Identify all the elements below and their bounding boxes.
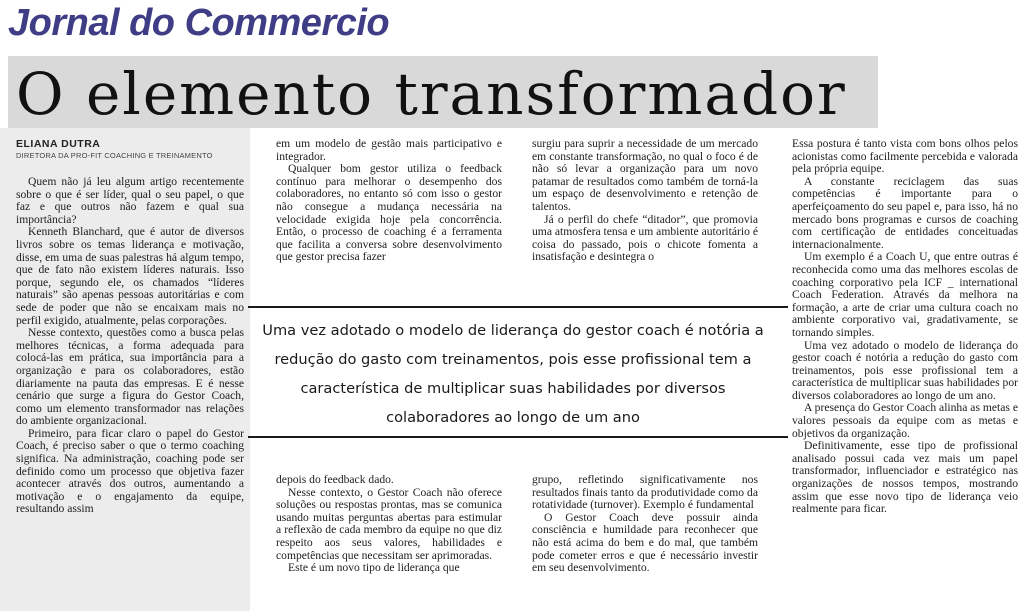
paragraph: O Gestor Coach deve possuir ainda consciência e humildade para reconhecer que não está acima do bem e do mal, que também pode cometer erros e que é necessário investir em seu desenvolvimento. bbox=[532, 510, 758, 575]
column-1 bbox=[16, 176, 244, 606]
paragraph: Kenneth Blanchard, que é autor de diversos livros sobre os temas liderança e motivação, disse, em uma de suas palestras há algum tempo, que de fato não existem líderes naturais. Isso porque, segundo ele, os chamados “líderes naturais” são apenas pessoas autoritárias e com sede de poder que não se encaixam mais no perfil exigido, atualmente, pelas corporações. bbox=[16, 225, 244, 327]
paragraph: Qualquer bom gestor utiliza o feedback contínuo para melhorar o desempenho dos colaboradores, no entanto só com isso o gestor não consegue a mudança necessária na velocidade exigida hoje pela concorrência. Então, o processo de coaching é a ferramenta que facilita a conversa sobre desenvolvimento que gestor precisa fazer bbox=[276, 162, 502, 264]
paragraph: Uma vez adotado o modelo de liderança do gestor coach é notória a redução do gasto com treinamentos, pois esse profissional tem a característica de multiplicar suas habilidades por diversos colaboradores ao longo de um ano. bbox=[792, 338, 1018, 402]
paragraph: Definitivamente, esse tipo de profissional analisado possui cada vez mais um papel transformador, influenciador e estratégico nas organizações de nossos tempos, mostrando assim que esse novo tipo de liderança veio realmente para ficar. bbox=[792, 439, 1018, 516]
author-name: ELIANA DUTRA bbox=[16, 138, 101, 150]
paragraph: Primeiro, para ficar claro o papel do Gestor Coach, é preciso saber o que o termo coaching significa. Na administração, coaching pode ser definido como um processo que objetiva fazer acontecer através dos outros, aumentando a motivação e o engajamento da equipe, resultando assim bbox=[16, 426, 244, 516]
column-2-bottom bbox=[276, 474, 502, 608]
paragraph: Um exemplo é a Coach U, que entre outras é reconhecida como uma das melhores escolas de coaching corporativo pela ICF _ international Coach Federation. Através da melhora na formação, a arte de criar uma cultura coach no ambiente corporativo vai, gradativamente, se tornando simples. bbox=[792, 250, 1018, 339]
column-3-bottom bbox=[532, 474, 758, 608]
paragraph: Este é um novo tipo de liderança que bbox=[288, 561, 460, 575]
paragraph: em um modelo de gestão mais participativo e integrador. bbox=[276, 138, 502, 163]
column-3-top bbox=[532, 138, 758, 298]
masthead-logo: Jornal do Commercio bbox=[8, 2, 390, 44]
column-2-top bbox=[276, 138, 502, 298]
paragraph: Essa postura é tanto vista com bons olhos pelos acionistas como facilmente percebida e valorada pela própria equipe. bbox=[792, 138, 1018, 176]
headline: O elemento transformador bbox=[16, 60, 847, 128]
paragraph: depois do feedback dado. bbox=[276, 474, 394, 486]
paragraph: Nesse contexto, questões como a busca pelas melhores técnicas, a forma adequada para colocá-las em prática, sua importância para a organização e para os colaboradores, estão diariamente na pauta das empresas. E é nesse cenário que surge a figura do Gestor Coach, como um elemento transformador nas relações do ambiente organizacional. bbox=[16, 326, 244, 428]
paragraph: surgiu para suprir a necessidade de um mercado em constante transformação, no qual o foco é de não só levar a organização para um novo patamar de resultados como também de torná-la um espaço de desenvolvimento e retenção de talentos. bbox=[532, 138, 758, 213]
author-role: DIRETORA DA PRO-FIT COACHING E TREINAMENTO bbox=[16, 151, 213, 160]
pullquote-top-rule bbox=[248, 306, 788, 308]
paragraph: grupo, refletindo significativamente nos resultados finais tanto da produtividade como da rotatividade (turnover). Exemplo é fundamental bbox=[532, 474, 758, 512]
paragraph: A presença do Gestor Coach alinha as metas e valores pessoais da equipe com as metas e objetivos da organização. bbox=[792, 401, 1018, 440]
paragraph: Quem não já leu algum artigo recentemente sobre o que é ser líder, qual o seu papel, o que faz e que outros não fazem e qual sua importância? bbox=[16, 176, 244, 226]
paragraph: Nesse contexto, o Gestor Coach não oferece soluções ou respostas prontas, mas se comunica usando muitas perguntas abertas para estimular a reflexão de cada membro da equipe no que diz respeito aos seus valores, habilidades e competências que necessitam ser aprimoradas. bbox=[276, 485, 502, 562]
byline bbox=[16, 138, 213, 160]
paragraph: A constante reciclagem das suas competências é importante para o aperfeiçoamento do seu papel e, para isso, há no mercado bons programas e cursos de coaching com certificação de entidades conceituadas internacionalmente. bbox=[792, 174, 1018, 251]
pullquote: Uma vez adotado o modelo de liderança do gestor coach é notória a redução do gasto com treinamentos, pois esse profissional tem a característica de multiplicar suas habilidades por diversos colaboradores ao longo de um ano bbox=[262, 322, 764, 426]
paragraph: Já o perfil do chefe “ditador”, que promovia uma atmosfera tensa e um ambiente autoritário é coisa do passado, pois o chicote fomenta a insatisfação e desintegra o bbox=[532, 212, 758, 264]
column-4 bbox=[792, 138, 1018, 608]
pullquote-bottom-rule bbox=[248, 436, 788, 438]
